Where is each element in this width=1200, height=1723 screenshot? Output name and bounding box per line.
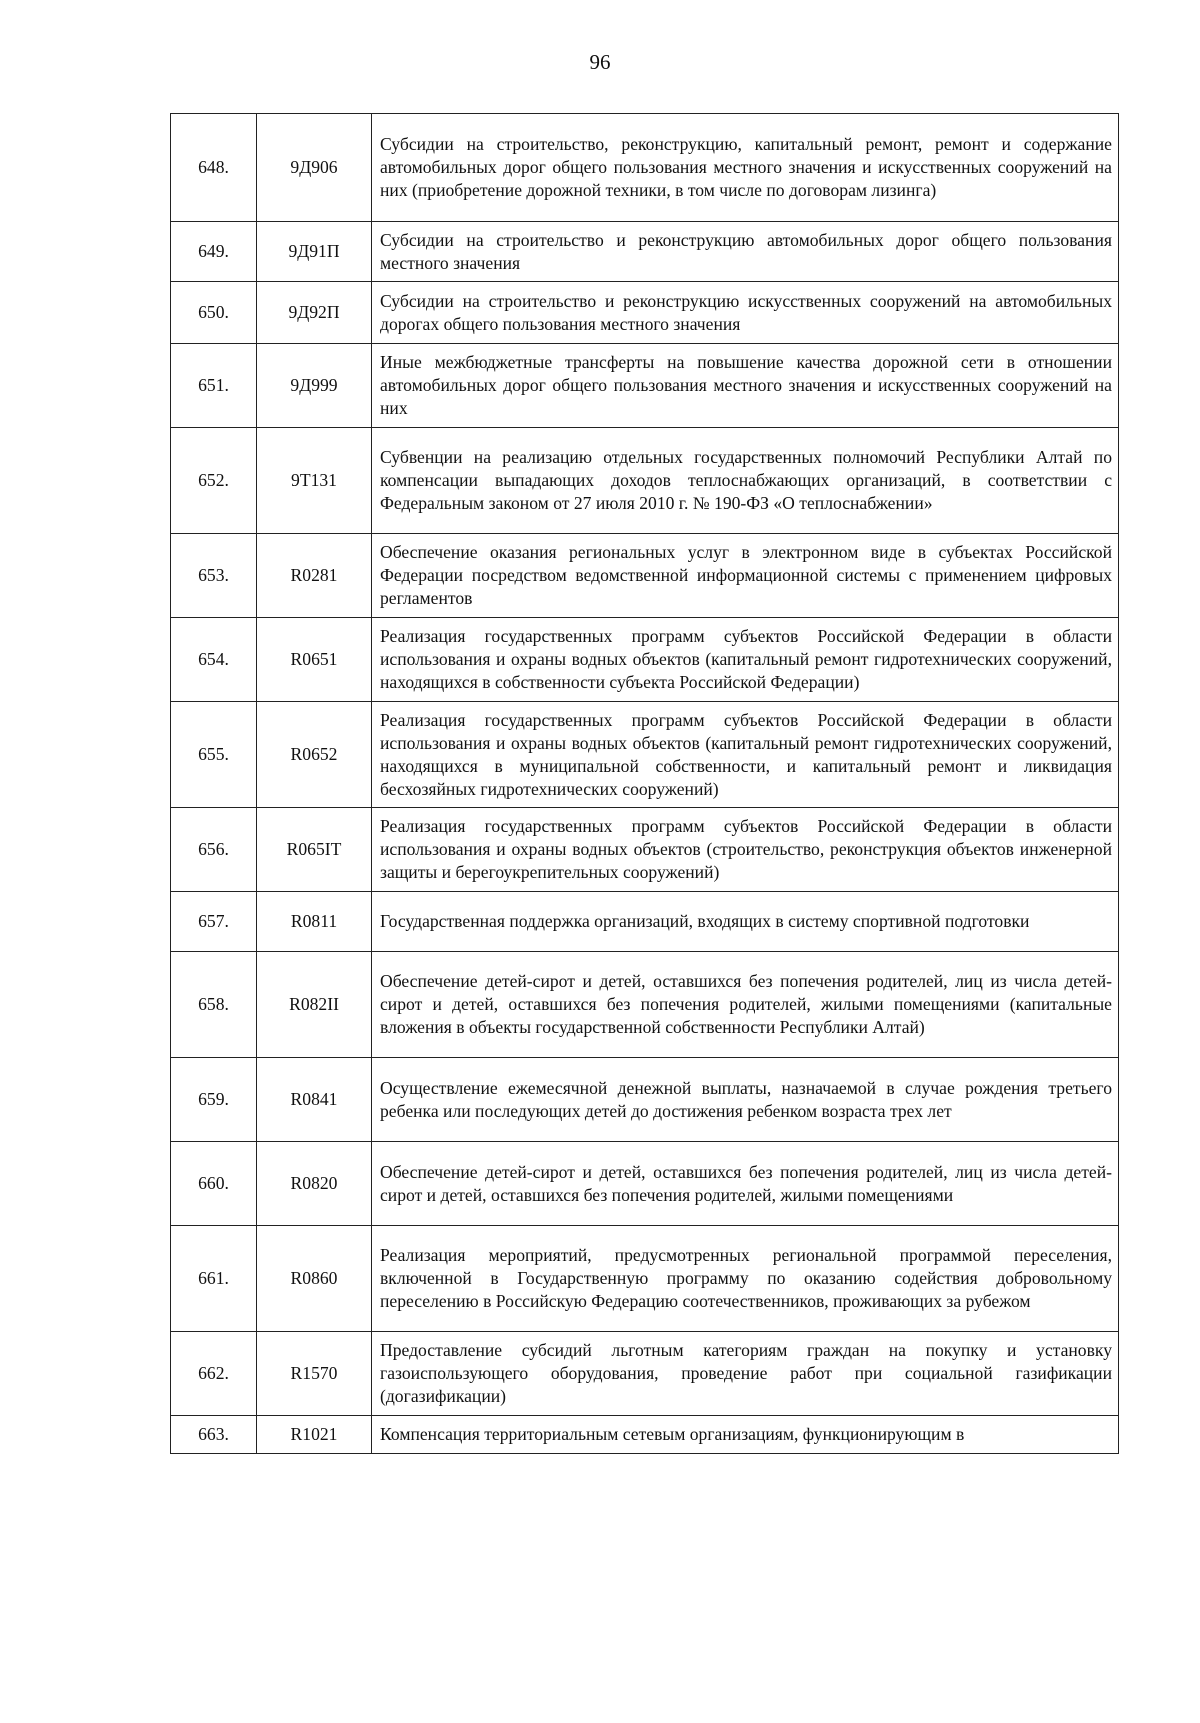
table-row xyxy=(171,534,1119,618)
row-number: 659. xyxy=(171,1058,257,1142)
row-description: Осуществление ежемесячной денежной выплаты, назначаемой в случае рождения третьего ребенка или последующих детей до достижения ребенком возраста трех лет xyxy=(372,1058,1119,1142)
row-description: Реализация мероприятий, предусмотренных региональной программой переселения, включенной в Государственную программу по оказанию содействия добровольному переселению в Российскую Федерацию соотечественников, проживающих за рубежом xyxy=(372,1226,1119,1332)
table-row xyxy=(171,702,1119,808)
budget-codes-table xyxy=(170,113,1119,1454)
row-code: R0860 xyxy=(257,1226,372,1332)
row-code: R0820 xyxy=(257,1142,372,1226)
table-body xyxy=(171,114,1119,1454)
row-number: 655. xyxy=(171,702,257,808)
row-number: 663. xyxy=(171,1416,257,1454)
row-number: 661. xyxy=(171,1226,257,1332)
table-row xyxy=(171,1058,1119,1142)
row-number: 654. xyxy=(171,618,257,702)
row-code: 9Д999 xyxy=(257,344,372,428)
row-description: Субсидии на строительство и реконструкцию автомобильных дорог общего пользования местного значения xyxy=(372,222,1119,282)
row-code: R082II xyxy=(257,952,372,1058)
row-number: 651. xyxy=(171,344,257,428)
row-number: 662. xyxy=(171,1332,257,1416)
row-description: Обеспечение детей-сирот и детей, оставшихся без попечения родителей, лиц из числа детей-сирот и детей, оставшихся без попечения родителей, жилыми помещениями xyxy=(372,1142,1119,1226)
row-number: 653. xyxy=(171,534,257,618)
row-code: 9Т131 xyxy=(257,428,372,534)
row-description: Реализация государственных программ субъектов Российской Федерации в области использования и охраны водных объектов (строительство, реконструкция объектов инженерной защиты и берегоукрепительных сооружений) xyxy=(372,808,1119,892)
table-row xyxy=(171,808,1119,892)
row-code: 9Д906 xyxy=(257,114,372,222)
row-description: Субсидии на строительство, реконструкцию, капитальный ремонт, ремонт и содержание автомобильных дорог общего пользования местного значения и искусственных сооружений на них (приобретение дорожной техники, в том числе по договорам лизинга) xyxy=(372,114,1119,222)
table-row xyxy=(171,1142,1119,1226)
table-row xyxy=(171,618,1119,702)
row-code: 9Д91П xyxy=(257,222,372,282)
row-code: R0811 xyxy=(257,892,372,952)
table-row xyxy=(171,1332,1119,1416)
row-description: Государственная поддержка организаций, входящих в систему спортивной подготовки xyxy=(372,892,1119,952)
row-description: Иные межбюджетные трансферты на повышение качества дорожной сети в отношении автомобильных дорог общего пользования местного значения и искусственных сооружений на них xyxy=(372,344,1119,428)
row-description: Субсидии на строительство и реконструкцию искусственных сооружений на автомобильных дорогах общего пользования местного значения xyxy=(372,282,1119,344)
table-row xyxy=(171,222,1119,282)
table-row xyxy=(171,344,1119,428)
row-description: Реализация государственных программ субъектов Российской Федерации в области использования и охраны водных объектов (капитальный ремонт гидротехнических сооружений, находящихся в муниципальной собственности, и капитальный ремонт и ликвидация бесхозяйных гидротехнических сооружений) xyxy=(372,702,1119,808)
row-code: R0281 xyxy=(257,534,372,618)
row-number: 658. xyxy=(171,952,257,1058)
table-row xyxy=(171,1226,1119,1332)
row-code: R0652 xyxy=(257,702,372,808)
row-number: 660. xyxy=(171,1142,257,1226)
row-code: R1570 xyxy=(257,1332,372,1416)
row-code: R0841 xyxy=(257,1058,372,1142)
table-row xyxy=(171,428,1119,534)
table-row xyxy=(171,282,1119,344)
row-description: Субвенции на реализацию отдельных государственных полномочий Республики Алтай по компенсации выпадающих доходов теплоснабжающих организаций, в соответствии с Федеральным законом от 27 июля 2010 г. № 190-ФЗ «О теплоснабжении» xyxy=(372,428,1119,534)
row-number: 652. xyxy=(171,428,257,534)
row-description: Обеспечение оказания региональных услуг в электронном виде в субъектах Российской Федерации посредством ведомственной информационной системы с применением цифровых регламентов xyxy=(372,534,1119,618)
row-number: 656. xyxy=(171,808,257,892)
row-number: 648. xyxy=(171,114,257,222)
row-code: R065IT xyxy=(257,808,372,892)
row-code: 9Д92П xyxy=(257,282,372,344)
table-row xyxy=(171,892,1119,952)
row-number: 657. xyxy=(171,892,257,952)
page-number: 96 xyxy=(589,50,611,74)
row-code: R0651 xyxy=(257,618,372,702)
table-row xyxy=(171,1416,1119,1454)
row-description: Предоставление субсидий льготным категориям граждан на покупку и установку газоиспользующего оборудования, проведение работ при социальной газификации (догазификации) xyxy=(372,1332,1119,1416)
table-row xyxy=(171,952,1119,1058)
row-description: Реализация государственных программ субъектов Российской Федерации в области использования и охраны водных объектов (капитальный ремонт гидротехнических сооружений, находящихся в собственности субъекта Российской Федерации) xyxy=(372,618,1119,702)
table-row xyxy=(171,114,1119,222)
row-number: 649. xyxy=(171,222,257,282)
row-code: R1021 xyxy=(257,1416,372,1454)
row-description: Обеспечение детей-сирот и детей, оставшихся без попечения родителей, лиц из числа детей-сирот и детей, оставшихся без попечения родителей, жилыми помещениями (капитальные вложения в объекты государственной собственности Республики Алтай) xyxy=(372,952,1119,1058)
row-number: 650. xyxy=(171,282,257,344)
row-description: Компенсация территориальным сетевым организациям, функционирующим в xyxy=(372,1416,1119,1454)
